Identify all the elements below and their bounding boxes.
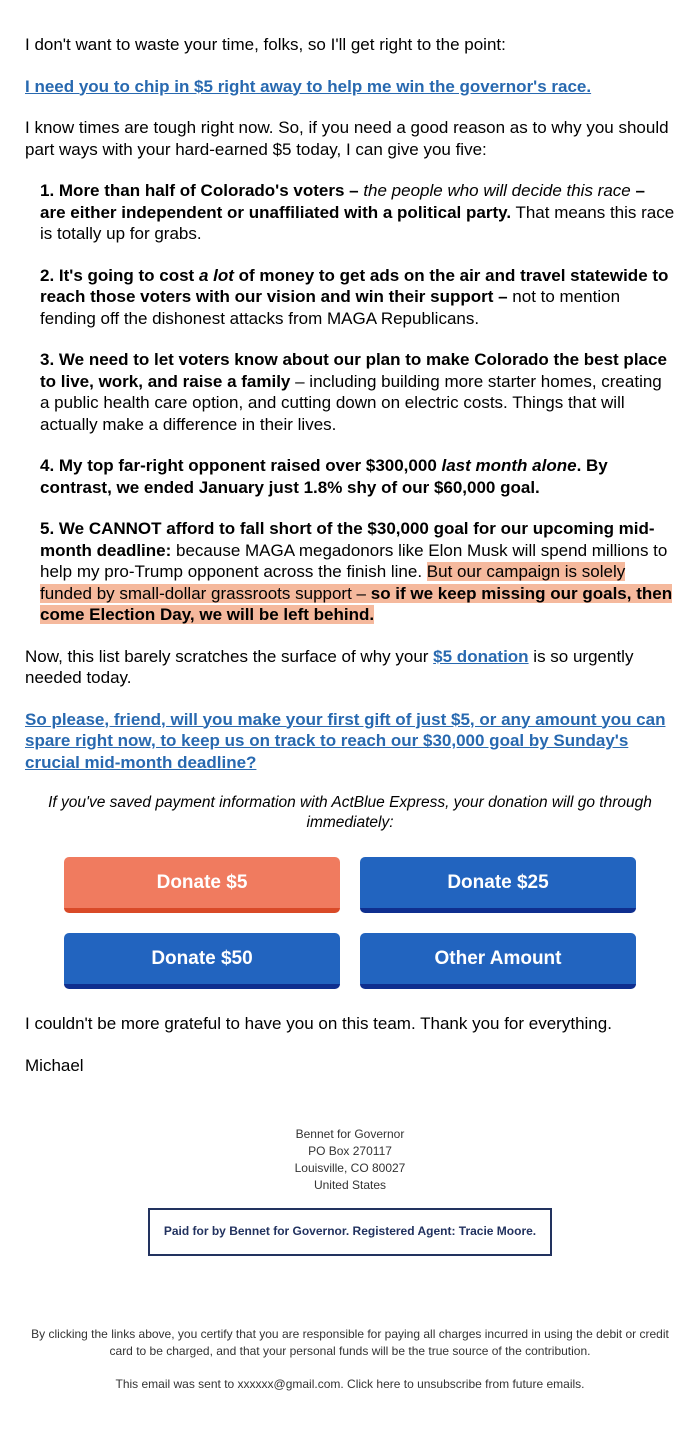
actblue-express-note: If you've saved payment information with ActBlue Express, your donation will go through immediately: — [48, 794, 652, 831]
donate-buttons — [64, 857, 636, 989]
footer-city: Louisville, CO 80027 — [294, 1161, 406, 1175]
footer-org: Bennet for Governor — [295, 1127, 405, 1141]
reason-item-3: 3. We need to let voters know about our plan to make Colorado the best place to live, work, and raise a family – including building more starter homes, creating a public health care option, and cutting down on electric costs. Things that will actually make a difference in their lives. — [40, 350, 667, 434]
reason-item-2: 2. It's going to cost a lot of money to get ads on the air and travel statewide to reach those voters with our vision and win their support – not to mention fending off the dishonest attacks from MAGA Republicans. — [40, 265, 669, 328]
reason-item-4: 4. My top far-right opponent raised over $300,000 last month alone. By contrast, we ended January just 1.8% shy of our $60,000 goal. — [40, 456, 608, 497]
intro-text: I don't want to waste your time, folks, so I'll get right to the point: — [25, 35, 506, 54]
paid-for-box: Paid for by Bennet for Governor. Registered Agent: Tracie Moore. — [148, 1208, 552, 1256]
tough-times-text: I know times are tough right now. So, if you need a good reason as to why you should part ways with your hard-earned $5 today, I can give you five: — [25, 118, 669, 159]
donate-25-button[interactable]: Donate $25 — [360, 857, 636, 913]
chip-in-link[interactable]: I need you to chip in $5 right away to help me win the governor's race. — [25, 76, 592, 96]
list-note: Now, this list barely scratches the surface of why your $5 donation is so urgently needed today. — [25, 646, 634, 687]
thanks-text: I couldn't be more grateful to have you on this team. Thank you for everything. — [25, 1014, 612, 1033]
ask-link[interactable]: So please, friend, will you make your first gift of just $5, or any amount you can spare right now, to keep us on track to reach our $30,000 goal by Sunday's crucial mid-month deadline? — [25, 709, 666, 772]
disclaimer-text: By clicking the links above, you certify that you are responsible for paying all charges incurred in using the debit or credit card to be charged, and that your personal funds will be the true source of the contribution. — [31, 1326, 669, 1358]
footer-po-box: PO Box 270117 — [308, 1144, 392, 1158]
footer-address — [25, 1126, 675, 1194]
donate-5-button[interactable]: Donate $5 — [64, 857, 340, 913]
highlighted-bold-text: so if we keep missing our goals, then come Election Day, we will be left behind. — [40, 583, 673, 624]
highlighted-text: But our campaign is solely funded by small-dollar grassroots support – — [40, 562, 626, 603]
reason-item-1: 1. More than half of Colorado's voters – the people who will decide this race – are either independent or unaffiliated with a political party. That means this race is totally up for grabs. — [40, 181, 675, 243]
signature: Michael — [25, 1055, 84, 1075]
donate-50-button[interactable]: Donate $50 — [64, 933, 340, 989]
other-amount-button[interactable]: Other Amount — [360, 933, 636, 989]
unsubscribe-note[interactable]: This email was sent to xxxxxx@gmail.com. Click here to unsubscribe from future emails. — [115, 1376, 585, 1391]
reason-item-5: 5. We CANNOT afford to fall short of the $30,000 goal for our upcoming mid-month deadline: because MAGA megadonors like Elon Musk will spend millions to help my pro-Trump opponent across the finish line. But our campaign is solely funded by small-dollar grassroots support – so if we keep missing our goals, then come Election Day, we will be left behind. — [40, 519, 673, 624]
reasons-list — [40, 180, 675, 626]
footer-country: United States — [313, 1178, 387, 1192]
donation-link[interactable]: $5 donation — [433, 646, 529, 666]
